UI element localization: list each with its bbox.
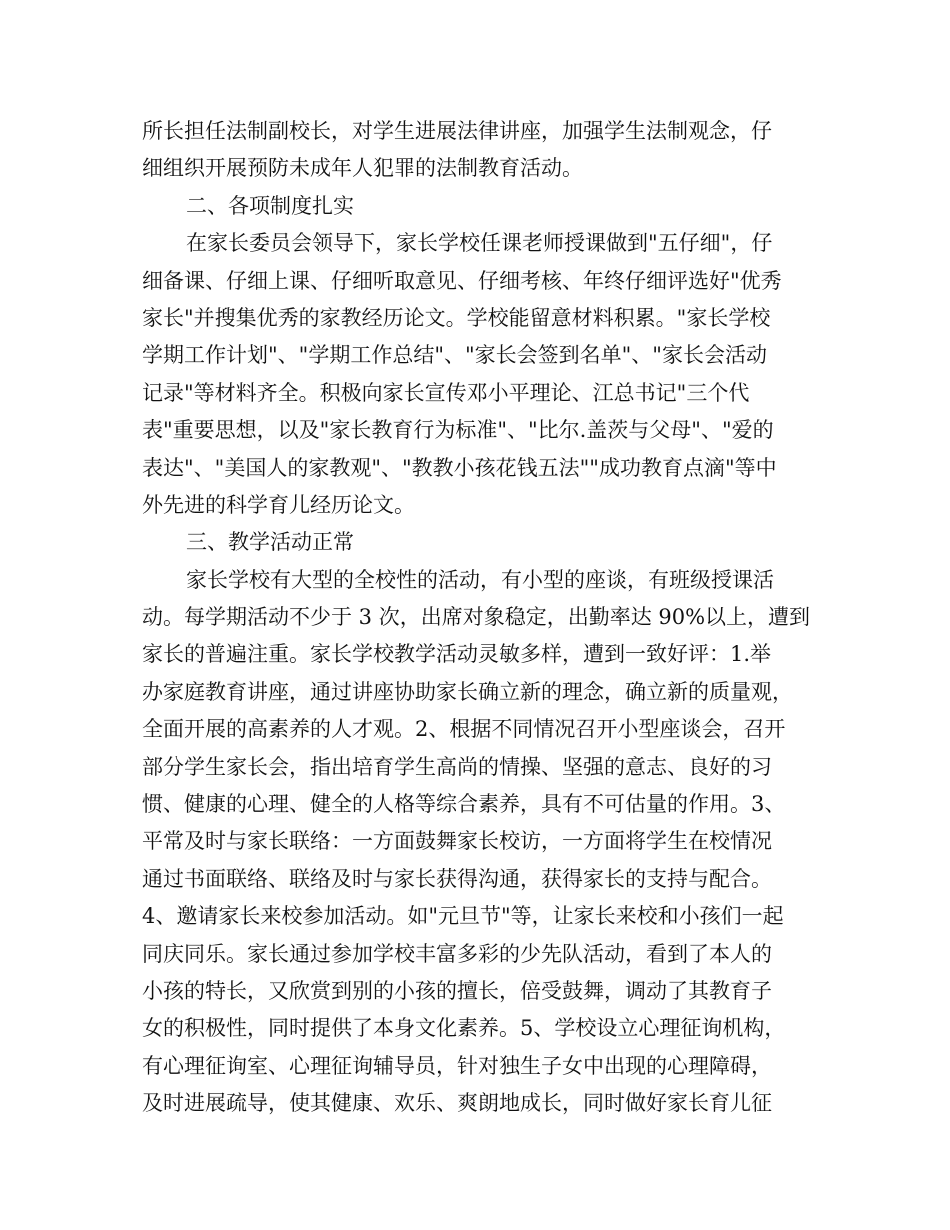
paragraph-line: 及时进展疏导，使其健康、欢乐、爽朗地成长，同时做好家长育儿征 xyxy=(142,1091,772,1116)
paragraph-line: 女的积极性，同时提供了本身文化素养。5、学校设立心理征询机构， xyxy=(142,1016,786,1041)
paragraph-line: 有心理征询室、心理征询辅导员，针对独生子女中出现的心理障碍， xyxy=(142,1053,772,1078)
paragraph-line: 同庆同乐。家长通过参加学校丰富多彩的少先队活动，看到了本人的 xyxy=(142,941,772,966)
paragraph-line: 办家庭教育讲座，通过讲座协助家长确立新的理念，确立新的质量观， xyxy=(142,679,793,704)
paragraph-line: 全面开展的高素养的人才观。2、根据不同情况召开小型座谈会，召开 xyxy=(142,717,786,742)
paragraph-line: 表"重要思想，以及"家长教育行为标准"、"比尔.盖茨与父母"、"爱的 xyxy=(142,418,774,443)
document-body xyxy=(142,113,828,1123)
paragraph-line: 家长的普遍注重。家长学校教学活动灵敏多样，遭到一致好评：1.举 xyxy=(142,642,772,667)
paragraph-line: 所长担任法制副校长，对学生进展法律讲座，加强学生法制观念，仔 xyxy=(142,119,772,143)
paragraph-line-indented: 二、各项制度扎实 xyxy=(186,193,354,218)
paragraph-line: 家长"并搜集优秀的家教经历论文。学校能留意材料积累。"家长学校 xyxy=(142,305,771,330)
paragraph-line: 动。每学期活动不少于 3 次，出席对象稳定，出勤率达 90%以上，遭到 xyxy=(142,605,811,630)
paragraph-line: 外先进的科学育儿经历论文。 xyxy=(142,492,415,517)
paragraph-line: 部分学生家长会，指出培育学生高尚的情操、坚强的意志、良好的习 xyxy=(142,754,772,779)
paragraph-line: 细备课、仔细上课、仔细听取意见、仔细考核、年终仔细评选好"优秀 xyxy=(142,268,782,293)
paragraph-line: 小孩的特长，又欣赏到别的小孩的擅长，倍受鼓舞，调动了其教育子 xyxy=(142,978,772,1003)
paragraph-line: 惯、健康的心理、健全的人格等综合素养，具有不可估量的作用。3、 xyxy=(142,792,786,817)
paragraph-line: 通过书面联络、联络及时与家长获得沟通，获得家长的支持与配合。 xyxy=(142,866,772,891)
paragraph-line: 平常及时与家长联络：一方面鼓舞家长校访，一方面将学生在校情况 xyxy=(142,829,772,854)
paragraph-line: 学期工作计划"、"学期工作总结"、"家长会签到名单"、"家长会活动 xyxy=(142,343,767,368)
paragraph-line: 记录"等材料齐全。积极向家长宣传邓小平理论、江总书记"三个代 xyxy=(142,380,750,405)
paragraph-line-indented: 三、教学活动正常 xyxy=(186,530,354,555)
paragraph-line: 细组织开展预防未成年人犯罪的法制教育活动。 xyxy=(142,156,583,181)
paragraph-line-indented: 在家长委员会领导下，家长学校任课老师授课做到"五仔细"，仔 xyxy=(186,231,773,256)
paragraph-line: 表达"、"美国人的家教观"、"教教小孩花钱五法""成功教育点滴"等中 xyxy=(142,455,777,480)
paragraph-line-indented: 家长学校有大型的全校性的活动，有小型的座谈，有班级授课活 xyxy=(186,567,774,592)
paragraph-line: 4、邀请家长来校参加活动。如"元旦节"等，让家长来校和小孩们一起 xyxy=(142,904,784,929)
